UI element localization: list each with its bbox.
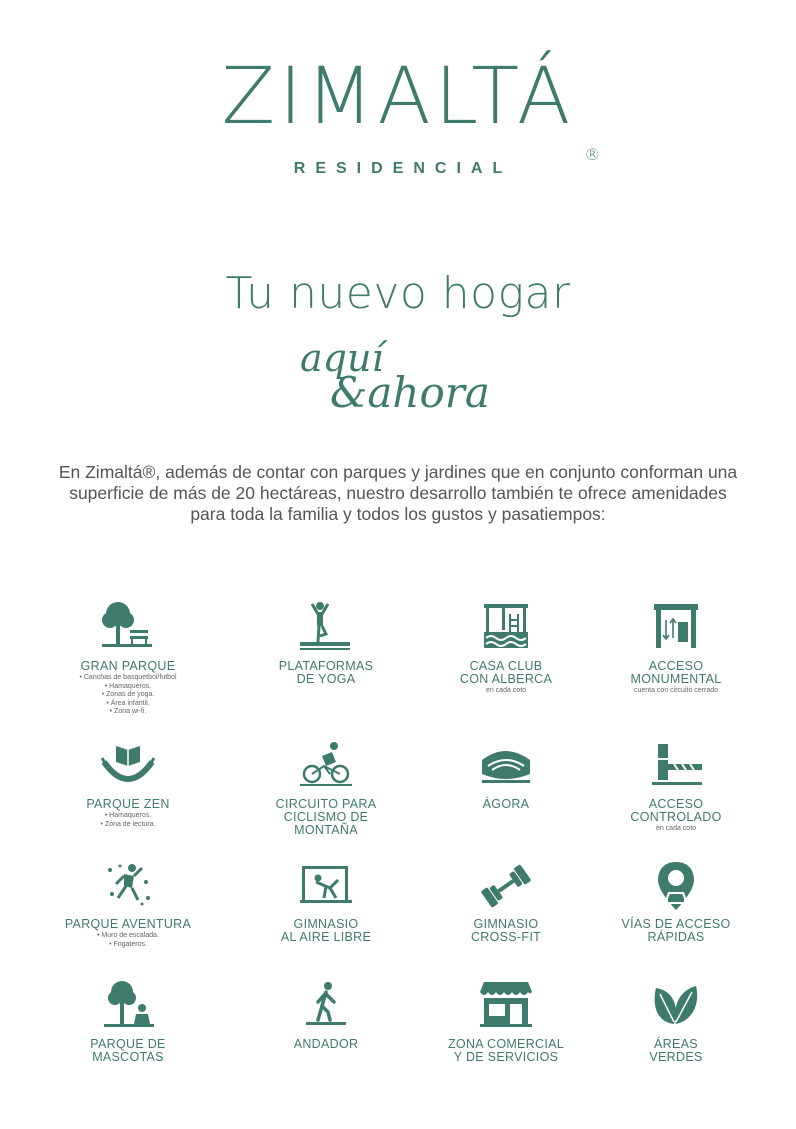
logo-wordmark	[221, 52, 601, 164]
amenity-label: VÍAS DE ACCESO RÁPIDAS	[621, 917, 731, 944]
amenity-label: ÁGORA	[482, 797, 530, 811]
amenity-label: GIMNASIO CROSS-FIT	[470, 917, 542, 944]
amenity-yoga	[236, 600, 416, 686]
amenity-gimnasio-aire-libre	[236, 858, 416, 944]
amenity-andador	[236, 978, 416, 1051]
gate-icon	[646, 600, 706, 656]
amenity-note: en cada coto	[655, 825, 697, 832]
amenity-label: ÁREAS VERDES	[649, 1037, 703, 1064]
amenity-label: ZONA COMERCIAL Y DE SERVICIOS	[447, 1037, 565, 1064]
amenity-label: CASA CLUB CON ALBERCA	[459, 659, 553, 686]
walker-icon	[296, 978, 356, 1034]
logo-registered-mark: ®	[584, 145, 601, 164]
amenities-grid	[38, 600, 758, 1080]
amenity-label: ANDADOR	[293, 1037, 359, 1051]
location-car-icon	[646, 858, 706, 914]
logo-name: ZIMALTÁ	[221, 52, 575, 142]
amenity-vias-acceso	[586, 858, 766, 944]
amenity-areas-verdes	[586, 978, 766, 1064]
amenity-label: ACCESO CONTROLADO	[630, 797, 722, 824]
amenity-zona-comercial	[416, 978, 596, 1064]
amenity-label: PLATAFORMAS DE YOGA	[278, 659, 374, 686]
amenity-label: GIMNASIO AL AIRE LIBRE	[280, 917, 372, 944]
tagline-line-1: aquí	[300, 336, 384, 380]
amenity-note: • Canchas de basquetbol/futbol • Hamaqueros. • Zonas de yoga. • Área infantil. • Zona wi-fi.	[79, 674, 177, 716]
amenity-label: PARQUE AVENTURA	[64, 917, 192, 931]
amenity-crossfit	[416, 858, 596, 944]
outdoor-gym-icon	[296, 858, 356, 914]
barrier-icon	[646, 738, 706, 794]
amenity-label: GRAN PARQUE	[80, 659, 176, 673]
amenity-acceso-monumental	[586, 600, 766, 696]
amenity-agora	[416, 738, 596, 811]
amphitheater-icon	[476, 738, 536, 794]
amenity-note: cuenta con circuito cerrado	[633, 687, 719, 694]
amenity-note: en cada coto	[485, 687, 527, 694]
amenity-label: PARQUE ZEN	[86, 797, 170, 811]
amenity-note: • Muro de escalada. • Fogateros.	[97, 932, 159, 948]
amenity-ciclismo	[236, 738, 416, 837]
amenity-label: PARQUE DE MASCOTAS	[90, 1037, 166, 1064]
logo-subtitle: RESIDENCIAL	[293, 160, 513, 177]
intro-paragraph: En Zimaltá®, además de contar con parques y jardines que en conjunto conforman una superficie de más de 20 hectáreas, nuestro desarrollo también te ofrece amenidades para toda la familia y todos los gustos y pasatiempos:	[58, 462, 738, 524]
amenity-label: CIRCUITO PARA CICLISMO DE MONTAÑA	[275, 797, 377, 837]
amenity-gran-parque	[38, 600, 218, 717]
pool-club-icon	[476, 600, 536, 656]
headline: Tu nuevo hogar	[225, 268, 571, 319]
amenity-parque-mascotas	[38, 978, 218, 1064]
cyclist-icon	[296, 738, 356, 794]
brand-logo	[0, 52, 796, 164]
climber-icon	[98, 858, 158, 914]
yoga-icon	[296, 600, 356, 656]
dumbbell-icon	[476, 858, 536, 914]
leaves-icon	[646, 978, 706, 1034]
amenity-parque-zen	[38, 738, 218, 829]
tagline-line-2: &ahora	[330, 368, 490, 417]
amenity-note: • Hamaqueros. • Zona de lectura.	[100, 812, 156, 828]
storefront-icon	[476, 978, 536, 1034]
amenity-casa-club	[416, 600, 596, 696]
hammock-book-icon	[98, 738, 158, 794]
amenity-label: ACCESO MONUMENTAL	[630, 659, 722, 686]
amenity-parque-aventura	[38, 858, 218, 949]
amenity-acceso-controlado	[586, 738, 766, 834]
tree-bench-icon	[98, 600, 158, 656]
tree-dog-icon	[98, 978, 158, 1034]
